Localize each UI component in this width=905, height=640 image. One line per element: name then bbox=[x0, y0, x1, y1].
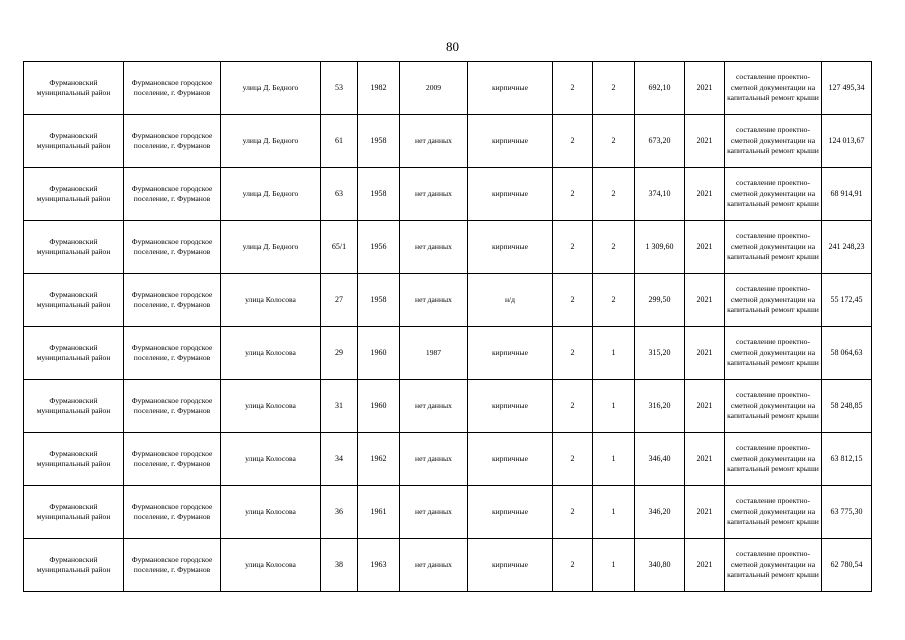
street-cell: улица Колосова bbox=[221, 327, 321, 380]
cost-cell: 58 248,85 bbox=[822, 380, 872, 433]
house-number-cell: 34 bbox=[321, 433, 358, 486]
wall-material-cell: кирпичные bbox=[468, 380, 553, 433]
area-cell: 346,20 bbox=[635, 486, 685, 539]
street-cell: улица Д. Бедного bbox=[221, 221, 321, 274]
entrances-cell: 2 bbox=[593, 221, 635, 274]
floors-cell: 2 bbox=[553, 486, 593, 539]
wall-material-cell: кирпичные bbox=[468, 327, 553, 380]
cost-cell: 63 775,30 bbox=[822, 486, 872, 539]
year-built-cell: 1960 bbox=[358, 380, 400, 433]
work-type-cell: составление проектно-сметной документации на капитальный ремонт крыши bbox=[725, 433, 822, 486]
wall-material-cell: кирпичные bbox=[468, 221, 553, 274]
street-cell: улица Колосова bbox=[221, 539, 321, 592]
table-row bbox=[24, 221, 872, 274]
floors-cell: 2 bbox=[553, 380, 593, 433]
entrances-cell: 1 bbox=[593, 486, 635, 539]
table-row bbox=[24, 539, 872, 592]
floors-cell: 2 bbox=[553, 274, 593, 327]
wall-material-cell: кирпичные bbox=[468, 62, 553, 115]
wall-material-cell: кирпичные bbox=[468, 115, 553, 168]
plan-year-cell: 2021 bbox=[685, 274, 725, 327]
floors-cell: 2 bbox=[553, 168, 593, 221]
year-built-cell: 1962 bbox=[358, 433, 400, 486]
cost-cell: 127 495,34 bbox=[822, 62, 872, 115]
work-type-cell: составление проектно-сметной документации на капитальный ремонт крыши bbox=[725, 380, 822, 433]
year-overhaul-cell: нет данных bbox=[400, 539, 468, 592]
cost-cell: 62 780,54 bbox=[822, 539, 872, 592]
district-cell: Фурмановский муниципальный район bbox=[24, 327, 124, 380]
year-built-cell: 1958 bbox=[358, 168, 400, 221]
house-number-cell: 61 bbox=[321, 115, 358, 168]
district-cell: Фурмановский муниципальный район bbox=[24, 274, 124, 327]
wall-material-cell: кирпичные bbox=[468, 168, 553, 221]
area-cell: 374,10 bbox=[635, 168, 685, 221]
area-cell: 316,20 bbox=[635, 380, 685, 433]
year-overhaul-cell: 1987 bbox=[400, 327, 468, 380]
cost-cell: 68 914,91 bbox=[822, 168, 872, 221]
table-row bbox=[24, 486, 872, 539]
plan-year-cell: 2021 bbox=[685, 327, 725, 380]
year-overhaul-cell: нет данных bbox=[400, 115, 468, 168]
settlement-cell: Фурмановское городское поселение, г. Фурманов bbox=[124, 62, 221, 115]
year-built-cell: 1963 bbox=[358, 539, 400, 592]
district-cell: Фурмановский муниципальный район bbox=[24, 168, 124, 221]
street-cell: улица Колосова bbox=[221, 380, 321, 433]
area-cell: 673,20 bbox=[635, 115, 685, 168]
year-overhaul-cell: 2009 bbox=[400, 62, 468, 115]
street-cell: улица Колосова bbox=[221, 486, 321, 539]
year-built-cell: 1958 bbox=[358, 115, 400, 168]
house-number-cell: 65/1 bbox=[321, 221, 358, 274]
table-row bbox=[24, 168, 872, 221]
work-type-cell: составление проектно-сметной документации на капитальный ремонт крыши bbox=[725, 327, 822, 380]
year-overhaul-cell: нет данных bbox=[400, 274, 468, 327]
house-number-cell: 63 bbox=[321, 168, 358, 221]
year-built-cell: 1982 bbox=[358, 62, 400, 115]
area-cell: 340,80 bbox=[635, 539, 685, 592]
entrances-cell: 1 bbox=[593, 433, 635, 486]
area-cell: 299,50 bbox=[635, 274, 685, 327]
table-row bbox=[24, 380, 872, 433]
year-built-cell: 1961 bbox=[358, 486, 400, 539]
settlement-cell: Фурмановское городское поселение, г. Фурманов bbox=[124, 115, 221, 168]
work-type-cell: составление проектно-сметной документации на капитальный ремонт крыши bbox=[725, 539, 822, 592]
settlement-cell: Фурмановское городское поселение, г. Фурманов bbox=[124, 380, 221, 433]
year-overhaul-cell: нет данных bbox=[400, 221, 468, 274]
year-built-cell: 1958 bbox=[358, 274, 400, 327]
table-body bbox=[24, 62, 872, 592]
plan-year-cell: 2021 bbox=[685, 62, 725, 115]
district-cell: Фурмановский муниципальный район bbox=[24, 486, 124, 539]
table-row bbox=[24, 274, 872, 327]
plan-year-cell: 2021 bbox=[685, 168, 725, 221]
entrances-cell: 1 bbox=[593, 380, 635, 433]
year-overhaul-cell: нет данных bbox=[400, 433, 468, 486]
work-type-cell: составление проектно-сметной документации на капитальный ремонт крыши bbox=[725, 168, 822, 221]
district-cell: Фурмановский муниципальный район bbox=[24, 433, 124, 486]
cost-cell: 58 064,63 bbox=[822, 327, 872, 380]
area-cell: 315,20 bbox=[635, 327, 685, 380]
street-cell: улица Д. Бедного bbox=[221, 62, 321, 115]
work-type-cell: составление проектно-сметной документации на капитальный ремонт крыши bbox=[725, 115, 822, 168]
work-type-cell: составление проектно-сметной документации на капитальный ремонт крыши bbox=[725, 62, 822, 115]
entrances-cell: 2 bbox=[593, 115, 635, 168]
entrances-cell: 2 bbox=[593, 274, 635, 327]
table-row bbox=[24, 115, 872, 168]
plan-year-cell: 2021 bbox=[685, 221, 725, 274]
floors-cell: 2 bbox=[553, 62, 593, 115]
wall-material-cell: н/д bbox=[468, 274, 553, 327]
wall-material-cell: кирпичные bbox=[468, 433, 553, 486]
settlement-cell: Фурмановское городское поселение, г. Фурманов bbox=[124, 327, 221, 380]
house-number-cell: 38 bbox=[321, 539, 358, 592]
district-cell: Фурмановский муниципальный район bbox=[24, 539, 124, 592]
street-cell: улица Д. Бедного bbox=[221, 115, 321, 168]
street-cell: улица Колосова bbox=[221, 274, 321, 327]
year-overhaul-cell: нет данных bbox=[400, 168, 468, 221]
floors-cell: 2 bbox=[553, 539, 593, 592]
district-cell: Фурмановский муниципальный район bbox=[24, 221, 124, 274]
year-overhaul-cell: нет данных bbox=[400, 486, 468, 539]
area-cell: 692,10 bbox=[635, 62, 685, 115]
floors-cell: 2 bbox=[553, 433, 593, 486]
plan-year-cell: 2021 bbox=[685, 539, 725, 592]
work-type-cell: составление проектно-сметной документации на капитальный ремонт крыши bbox=[725, 221, 822, 274]
cost-cell: 63 812,15 bbox=[822, 433, 872, 486]
wall-material-cell: кирпичные bbox=[468, 486, 553, 539]
entrances-cell: 2 bbox=[593, 62, 635, 115]
house-number-cell: 27 bbox=[321, 274, 358, 327]
wall-material-cell: кирпичные bbox=[468, 539, 553, 592]
settlement-cell: Фурмановское городское поселение, г. Фурманов bbox=[124, 274, 221, 327]
house-number-cell: 36 bbox=[321, 486, 358, 539]
floors-cell: 2 bbox=[553, 115, 593, 168]
street-cell: улица Д. Бедного bbox=[221, 168, 321, 221]
table-row bbox=[24, 327, 872, 380]
street-cell: улица Колосова bbox=[221, 433, 321, 486]
year-built-cell: 1956 bbox=[358, 221, 400, 274]
house-number-cell: 31 bbox=[321, 380, 358, 433]
cost-cell: 55 172,45 bbox=[822, 274, 872, 327]
housing-register-table bbox=[23, 61, 872, 592]
plan-year-cell: 2021 bbox=[685, 115, 725, 168]
floors-cell: 2 bbox=[553, 327, 593, 380]
work-type-cell: составление проектно-сметной документации на капитальный ремонт крыши bbox=[725, 274, 822, 327]
cost-cell: 124 013,67 bbox=[822, 115, 872, 168]
settlement-cell: Фурмановское городское поселение, г. Фурманов bbox=[124, 539, 221, 592]
plan-year-cell: 2021 bbox=[685, 486, 725, 539]
entrances-cell: 1 bbox=[593, 539, 635, 592]
entrances-cell: 2 bbox=[593, 168, 635, 221]
district-cell: Фурмановский муниципальный район bbox=[24, 380, 124, 433]
table-row bbox=[24, 433, 872, 486]
district-cell: Фурмановский муниципальный район bbox=[24, 62, 124, 115]
entrances-cell: 1 bbox=[593, 327, 635, 380]
cost-cell: 241 248,23 bbox=[822, 221, 872, 274]
year-overhaul-cell: нет данных bbox=[400, 380, 468, 433]
year-built-cell: 1960 bbox=[358, 327, 400, 380]
plan-year-cell: 2021 bbox=[685, 380, 725, 433]
work-type-cell: составление проектно-сметной документации на капитальный ремонт крыши bbox=[725, 486, 822, 539]
plan-year-cell: 2021 bbox=[685, 433, 725, 486]
floors-cell: 2 bbox=[553, 221, 593, 274]
settlement-cell: Фурмановское городское поселение, г. Фурманов bbox=[124, 486, 221, 539]
house-number-cell: 53 bbox=[321, 62, 358, 115]
district-cell: Фурмановский муниципальный район bbox=[24, 115, 124, 168]
area-cell: 1 309,60 bbox=[635, 221, 685, 274]
settlement-cell: Фурмановское городское поселение, г. Фурманов bbox=[124, 433, 221, 486]
settlement-cell: Фурмановское городское поселение, г. Фурманов bbox=[124, 221, 221, 274]
table-row bbox=[24, 62, 872, 115]
area-cell: 346,40 bbox=[635, 433, 685, 486]
page-number: 80 bbox=[446, 39, 459, 54]
settlement-cell: Фурмановское городское поселение, г. Фурманов bbox=[124, 168, 221, 221]
house-number-cell: 29 bbox=[321, 327, 358, 380]
